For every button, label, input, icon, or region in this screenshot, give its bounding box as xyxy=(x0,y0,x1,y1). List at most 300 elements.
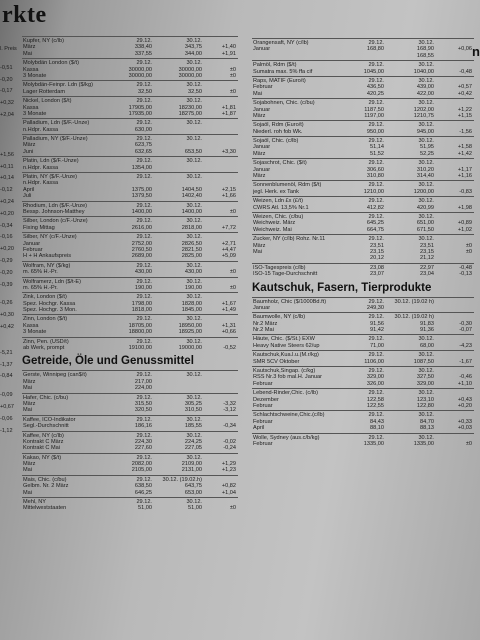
quote-curr: 422,00 xyxy=(416,90,434,97)
quote-row xyxy=(253,91,474,97)
quote-label: Mai xyxy=(23,407,33,414)
quote-curr: 30.12. xyxy=(418,352,434,359)
left-edge-change: +0,42 xyxy=(0,323,14,330)
quote-prev: 29.12. xyxy=(368,352,384,359)
quote-label: März xyxy=(23,400,36,407)
quote-row xyxy=(253,151,474,157)
quote-label: Februar xyxy=(253,84,273,91)
quote-prev: 320,50 xyxy=(134,407,152,414)
quote-prev: 29.12. xyxy=(368,314,384,321)
quote-label: März xyxy=(23,44,36,51)
quote-curr: 30.12. xyxy=(186,394,202,401)
quote-row xyxy=(23,51,238,57)
quote-label: Sumatra max. 5% ffa cif xyxy=(253,68,313,75)
quote-curr: 30.12. xyxy=(418,182,434,189)
quote-label: Molybdän London ($/t) xyxy=(23,60,79,67)
quote-change: -1,56 xyxy=(459,128,472,135)
quote-prev: 950,00 xyxy=(366,128,384,135)
commodity-entry xyxy=(252,234,474,263)
quote-curr: 185,55 xyxy=(184,423,202,430)
quote-curr: 30.12. xyxy=(186,338,202,345)
quote-curr: 30.12. (19.02 h) xyxy=(394,314,434,321)
quote-label: Wolle, Sydney (aus.c/b/kg) xyxy=(253,434,320,441)
quote-prev: 29.12. xyxy=(136,432,152,439)
quote-curr: 2131,00 xyxy=(181,467,202,474)
commodity-entry xyxy=(252,297,474,313)
quote-label: ab Werk, prompt xyxy=(23,345,65,352)
quote-change: +1,22 xyxy=(457,106,472,113)
quote-label: Februar xyxy=(23,246,43,253)
quote-label: ISO-Tagespreis (c/lb) xyxy=(253,264,306,271)
quote-prev: 17905,00 xyxy=(128,104,152,111)
left-edge-change: -0,09 xyxy=(0,392,13,399)
quote-label: Silber, NY (c/F.-Unze) xyxy=(23,234,77,241)
quote-change: +1,58 xyxy=(457,144,472,151)
quote-curr: 439,00 xyxy=(416,84,434,91)
commodity-entry xyxy=(22,497,238,513)
quote-prev: 88,10 xyxy=(370,425,384,432)
quote-curr: 643,75 xyxy=(184,483,202,490)
quote-row xyxy=(23,111,238,117)
quote-change: -0,30 xyxy=(459,320,472,327)
quote-change: +0,42 xyxy=(457,90,472,97)
quote-change: -0,13 xyxy=(459,271,472,278)
quote-prev: 29.12. xyxy=(136,82,152,89)
quote-row xyxy=(23,127,238,133)
quote-curr: 30.12. xyxy=(418,368,434,375)
quote-row xyxy=(23,209,238,215)
commodity-entry xyxy=(252,158,474,180)
quote-curr: 23,04 xyxy=(420,271,434,278)
quote-change: +0,20 xyxy=(457,402,472,409)
quote-curr: 310,20 xyxy=(416,166,434,173)
quote-label: m. 65% H.-Pr. xyxy=(23,284,58,291)
quote-curr: 30.12. xyxy=(418,412,434,419)
quote-curr: 30.12. xyxy=(418,390,434,397)
left-edge-change xyxy=(0,58,22,65)
quote-row xyxy=(23,73,238,79)
quote-change: +1,31 xyxy=(221,322,236,329)
quote-label: Palmöl, Rdm ($/t) xyxy=(253,62,297,69)
commodity-entry xyxy=(22,475,238,497)
quote-prev: 91,56 xyxy=(370,320,384,327)
commodity-entry xyxy=(252,38,474,60)
quote-label: Februar xyxy=(253,440,273,447)
quote-prev: 122,55 xyxy=(366,402,384,409)
left-edge-change xyxy=(0,131,22,138)
quote-label: Zinn, London ($/t) xyxy=(23,316,68,323)
quote-label: Sojaöl, Rdm (Euro/t) xyxy=(253,122,304,129)
quote-change: -4,23 xyxy=(459,342,472,349)
quote-curr: 30000,00 xyxy=(178,66,202,73)
quote-curr: 945,00 xyxy=(416,128,434,135)
quote-row xyxy=(23,307,238,313)
quote-change: +1,23 xyxy=(221,467,236,474)
quote-prev: 29.12. xyxy=(368,100,384,107)
quote-prev: 29.12. xyxy=(136,38,152,44)
quote-label: Weizen, Ldn £x (£/t) xyxy=(253,198,303,205)
quote-change: +0,57 xyxy=(457,84,472,91)
commodity-entry xyxy=(22,337,238,353)
quote-curr: 651,00 xyxy=(416,220,434,227)
quote-curr: 190,00 xyxy=(184,284,202,291)
left-edge-change: -5,21 xyxy=(0,349,13,356)
quote-label: SMR 5CV Oktober xyxy=(253,358,300,365)
quote-prev: 29.12. xyxy=(136,394,152,401)
quote-prev: 2752,00 xyxy=(131,240,152,247)
quote-prev: 29.12. xyxy=(136,98,152,105)
quote-change: +1,16 xyxy=(457,173,472,180)
quote-prev: 29.12. xyxy=(368,138,384,145)
quote-label: Mais, Chic. (c/bu) xyxy=(23,476,67,483)
quote-row xyxy=(23,89,238,95)
quote-curr: 30.12. xyxy=(418,434,434,441)
quote-prev: 315,50 xyxy=(134,400,152,407)
quote-row xyxy=(23,490,238,496)
commodity-entry xyxy=(22,172,238,201)
quote-curr: 653,00 xyxy=(184,489,202,496)
left-edge-change: +0,32 xyxy=(0,100,14,107)
quote-label: Februar xyxy=(253,418,273,425)
quote-row xyxy=(253,255,474,261)
quote-row xyxy=(23,407,238,413)
quote-label: März xyxy=(23,378,36,385)
quote-label: Platin, NY ($/F.-Unze) xyxy=(23,174,77,181)
quote-curr: 30.12. xyxy=(418,160,434,167)
quote-prev: 29.12. xyxy=(136,454,152,461)
quote-row xyxy=(253,129,474,135)
quote-prev: 1818,00 xyxy=(131,307,152,314)
quote-prev: 23,51 xyxy=(370,242,384,249)
quote-prev: 2760,50 xyxy=(131,246,152,253)
left-edge-change: -1,37 xyxy=(0,361,13,368)
quote-change: -0,48 xyxy=(459,68,472,75)
quote-curr: 30.12. xyxy=(186,120,202,127)
quote-row xyxy=(23,149,238,155)
left-edge-change: -0,06 xyxy=(0,415,13,422)
quote-curr: 2818,00 xyxy=(181,224,202,231)
commodity-entry xyxy=(252,388,474,410)
commodity-entry xyxy=(252,120,474,136)
commodity-entry xyxy=(22,370,238,392)
quote-prev: 51,00 xyxy=(138,505,152,512)
quote-prev: 1354,00 xyxy=(131,164,152,171)
quote-change: ±0 xyxy=(229,66,236,73)
quote-curr: 671,50 xyxy=(416,226,434,233)
quote-label: Häute, Chic. ($/St.) EXW xyxy=(253,336,315,343)
quote-prev: 29.12. xyxy=(368,336,384,343)
quote-change: -0,34 xyxy=(223,423,236,430)
quote-label: Hafer, Chic. (c/bu) xyxy=(23,394,69,401)
left-edge-change: +0,20 xyxy=(0,246,14,253)
quote-label: Kontrakt C Mai xyxy=(23,445,60,452)
quote-label: Orangensaft, NY (c/lb) xyxy=(253,40,309,46)
quote-label: n.Hdpr. Kassa xyxy=(23,180,59,187)
quote-label: ISO-15 Tage-Durchschnitt xyxy=(253,271,318,278)
quote-label: Mai xyxy=(253,248,263,255)
quote-label: H + H Ankaufspreis xyxy=(23,253,72,260)
quote-label: Molybdän-Feinpr. Ldn ($/kg) xyxy=(23,82,93,89)
quote-label: Mai xyxy=(23,467,33,474)
quote-prev: 51,14 xyxy=(370,144,384,151)
quote-label: Mai xyxy=(23,385,33,392)
left-edge-change: -0,17 xyxy=(0,88,13,95)
quote-label: Kassa xyxy=(23,322,39,329)
quote-label: n.Hdpr. Kassa xyxy=(23,126,59,133)
quote-change: +1,02 xyxy=(457,226,472,233)
quote-row xyxy=(253,227,474,233)
quote-row xyxy=(253,359,474,365)
quote-prev: 51,52 xyxy=(370,150,384,157)
quote-change: +1,87 xyxy=(221,110,236,117)
quote-curr: 30.12. xyxy=(186,262,202,269)
left-edge-change xyxy=(0,145,22,152)
quote-curr: 18230,00 xyxy=(178,104,202,111)
quote-row xyxy=(23,505,238,511)
quote-change: +7,72 xyxy=(221,224,236,231)
quote-change: +0,03 xyxy=(457,425,472,432)
quote-curr: 18275,00 xyxy=(178,110,202,117)
left-edge-change: +0,30 xyxy=(0,312,14,319)
quote-prev: 623,75 xyxy=(134,142,152,149)
quote-prev: 2082,00 xyxy=(131,461,152,468)
quote-prev: 645,25 xyxy=(366,220,384,227)
commodity-entry xyxy=(22,453,238,475)
quote-label: Nr.2 Mai xyxy=(253,327,274,334)
quote-change: +1,04 xyxy=(221,489,236,496)
quote-row xyxy=(23,269,238,275)
quote-curr: 19000,00 xyxy=(178,345,202,352)
quote-change: -0,46 xyxy=(459,374,472,381)
quote-change: +5,09 xyxy=(221,253,236,260)
quote-change: +1,15 xyxy=(457,112,472,119)
quote-prev: 29.12. xyxy=(368,298,384,305)
quote-prev: 29.12. xyxy=(368,213,384,220)
quote-prev: 23,08 xyxy=(370,264,384,271)
quote-prev: 1187,50 xyxy=(364,106,384,113)
quote-curr: 52,25 xyxy=(420,150,434,157)
commodity-entry xyxy=(252,196,474,212)
quote-prev: 249,30 xyxy=(366,304,384,311)
quote-prev: 337,55 xyxy=(134,50,152,57)
quote-prev: 227,60 xyxy=(134,445,152,452)
quote-label: Mittelweststaaten xyxy=(23,505,67,512)
quote-prev: 29.12. xyxy=(136,316,152,323)
quote-change: ±0 xyxy=(229,88,236,95)
quote-change: +3,30 xyxy=(221,148,236,155)
quote-prev: 646,25 xyxy=(134,489,152,496)
quote-change: +2,71 xyxy=(221,240,236,247)
quote-prev: 632,65 xyxy=(134,148,152,155)
quote-curr: 653,50 xyxy=(184,148,202,155)
quote-prev: 2689,00 xyxy=(131,253,152,260)
left-edge-change: +1,56 xyxy=(0,151,14,158)
quote-label: Januar xyxy=(253,144,271,151)
quote-change: +0,89 xyxy=(457,220,472,227)
quote-curr: 2825,00 xyxy=(181,253,202,260)
quote-label: Sojaschrot, Chic. ($/t) xyxy=(253,160,307,167)
left-edge-change: -0,39 xyxy=(0,281,13,288)
quote-row xyxy=(253,305,474,311)
quote-change: +1,98 xyxy=(457,204,472,211)
quote-curr: 1828,00 xyxy=(181,300,202,307)
quote-curr: 2826,50 xyxy=(181,240,202,247)
left-column xyxy=(22,36,238,513)
commodity-entry xyxy=(22,36,238,58)
quote-curr: 1202,00 xyxy=(413,106,434,113)
quote-change: +1,67 xyxy=(221,300,236,307)
commodity-entry xyxy=(22,118,238,134)
quote-label: Kassa xyxy=(23,104,39,111)
quote-row xyxy=(253,173,474,179)
quote-curr: 51,95 xyxy=(420,144,434,151)
quote-prev: 29.12. xyxy=(136,158,152,165)
left-edge-change: l. Preis xyxy=(0,46,17,52)
quote-change: +1,17 xyxy=(457,166,472,173)
left-edge-changes xyxy=(0,46,22,439)
quote-curr: 68,00 xyxy=(420,342,434,349)
quote-prev: 19100,00 xyxy=(128,345,152,352)
quote-label: Silber, London (c/F.-Unze) xyxy=(23,218,88,225)
quote-prev: 420,25 xyxy=(366,90,384,97)
quote-label: Platin, Ldn ($/F.-Unze) xyxy=(23,158,79,165)
quote-prev: 23,15 xyxy=(370,248,384,255)
quote-curr: 327,50 xyxy=(416,374,434,381)
quote-prev: 1400,00 xyxy=(131,208,152,215)
commodity-entry xyxy=(22,277,238,293)
quote-row xyxy=(23,467,238,473)
quote-label: April xyxy=(253,425,265,432)
quote-row xyxy=(253,189,474,195)
quote-change: ±0 xyxy=(229,505,236,512)
commodity-entry xyxy=(22,415,238,431)
quote-label: März xyxy=(253,150,266,157)
quote-change: +1,66 xyxy=(221,193,236,200)
quote-label: Gelbm. Nr. 2 März xyxy=(23,483,69,490)
quote-label: Rhodium, Ldn ($/F.-Unze) xyxy=(23,202,88,209)
quote-row xyxy=(253,53,474,59)
quote-change: -0,48 xyxy=(459,264,472,271)
quote-curr: 32,50 xyxy=(188,88,202,95)
quote-prev: 30000,00 xyxy=(128,72,152,79)
left-edge-change xyxy=(0,343,22,350)
quote-curr: 224,25 xyxy=(184,438,202,445)
quote-prev: 1045,00 xyxy=(363,68,384,75)
quote-prev: 1379,50 xyxy=(131,193,152,200)
quote-prev: 29.12. xyxy=(368,62,384,69)
quote-curr: 30.12. xyxy=(418,40,434,46)
quote-label: Niederl. roh fob Wk. xyxy=(253,128,303,135)
quote-curr: 30.12. xyxy=(186,218,202,225)
quote-label: Mai xyxy=(23,50,33,57)
quote-prev: 29.12. xyxy=(136,218,152,225)
quote-change: ±0 xyxy=(465,248,472,255)
quote-curr: 21,12 xyxy=(420,255,434,262)
quote-curr: 30.12. xyxy=(418,336,434,343)
quote-curr: 329,00 xyxy=(416,380,434,387)
commodity-entry xyxy=(22,232,238,261)
quote-label: Februar xyxy=(253,380,273,387)
left-edge-change: -0,20 xyxy=(0,76,13,83)
quote-prev: 17935,00 xyxy=(128,110,152,117)
quote-prev: 29.12. xyxy=(368,368,384,375)
quote-label: Sojaöl, Chic. (c/lb) xyxy=(253,138,299,145)
quote-label: März xyxy=(253,173,266,180)
quote-curr: 344,00 xyxy=(184,50,202,57)
quote-curr: 30.12. xyxy=(418,138,434,145)
quote-prev: 29.12. xyxy=(136,416,152,423)
quote-change: -3,12 xyxy=(223,407,236,414)
quote-curr: 1400,00 xyxy=(181,208,202,215)
left-edge-change xyxy=(0,293,22,300)
quote-label: Kaffee, NY (c/lb) xyxy=(23,432,64,439)
quote-prev: 217,00 xyxy=(134,378,152,385)
commodity-entry xyxy=(252,60,474,76)
commodity-entry xyxy=(252,312,474,334)
quote-row xyxy=(23,285,238,291)
quote-prev: 430,00 xyxy=(134,269,152,276)
quote-curr: 343,75 xyxy=(184,44,202,51)
quote-row xyxy=(23,225,238,231)
left-edge-change: +0,14 xyxy=(0,175,14,182)
quote-curr: 314,40 xyxy=(416,173,434,180)
quote-label: Wolframerz, Ldn ($/t-E) xyxy=(23,278,82,285)
quote-row xyxy=(23,193,238,199)
quote-curr: 23,15 xyxy=(420,248,434,255)
quote-label: Januar xyxy=(253,46,271,53)
quote-curr: 1404,50 xyxy=(181,186,202,193)
quote-prev: 29.12. xyxy=(368,160,384,167)
quote-prev: 29.12. xyxy=(368,412,384,419)
quote-label: Spez. Hochgr. Kassa xyxy=(23,300,76,307)
quote-prev: 29.12. xyxy=(136,294,152,301)
quote-curr: 18950,00 xyxy=(178,322,202,329)
quote-label: Februar xyxy=(253,402,273,409)
quote-curr: 420,99 xyxy=(416,204,434,211)
quote-label: 3 Monate xyxy=(23,72,47,79)
quote-curr: 1200,00 xyxy=(413,188,434,195)
quote-label: Januar xyxy=(23,240,41,247)
left-edge-change xyxy=(0,385,22,392)
quote-change: -3,32 xyxy=(223,400,236,407)
quote-row xyxy=(253,69,474,75)
left-edge-change: -0,12 xyxy=(0,187,13,194)
quote-change: +1,49 xyxy=(221,307,236,314)
quote-label: Lebend-Rinder,Chic. (c/lb) xyxy=(253,390,318,397)
quote-label: März xyxy=(23,461,36,468)
quote-label: Weizen, Chic. (c/bu) xyxy=(253,213,304,220)
quote-change: -0,02 xyxy=(223,438,236,445)
left-edge-change: -0,34 xyxy=(0,222,13,229)
quote-curr: 84,70 xyxy=(420,418,434,425)
quote-prev: 29.12. xyxy=(368,77,384,84)
quote-change: ±0 xyxy=(465,242,472,249)
quote-curr: 30.12. xyxy=(186,278,202,285)
left-edge-change: -0,20 xyxy=(0,269,13,276)
quote-change: +0,66 xyxy=(221,329,236,336)
commodity-entry xyxy=(22,393,238,415)
quote-row xyxy=(253,381,474,387)
quote-curr: 30.12. xyxy=(186,38,202,44)
commodity-entry xyxy=(22,58,238,80)
quote-curr: 30.12. xyxy=(186,432,202,439)
commodity-entry xyxy=(22,314,238,336)
quote-curr: 30.12. xyxy=(186,372,202,379)
quote-label: Zinn, Pen. (USD/t) xyxy=(23,338,69,345)
quote-prev: 1375,00 xyxy=(131,186,152,193)
quote-prev: 29.12. xyxy=(368,40,384,46)
quote-prev: 630,00 xyxy=(134,126,152,133)
